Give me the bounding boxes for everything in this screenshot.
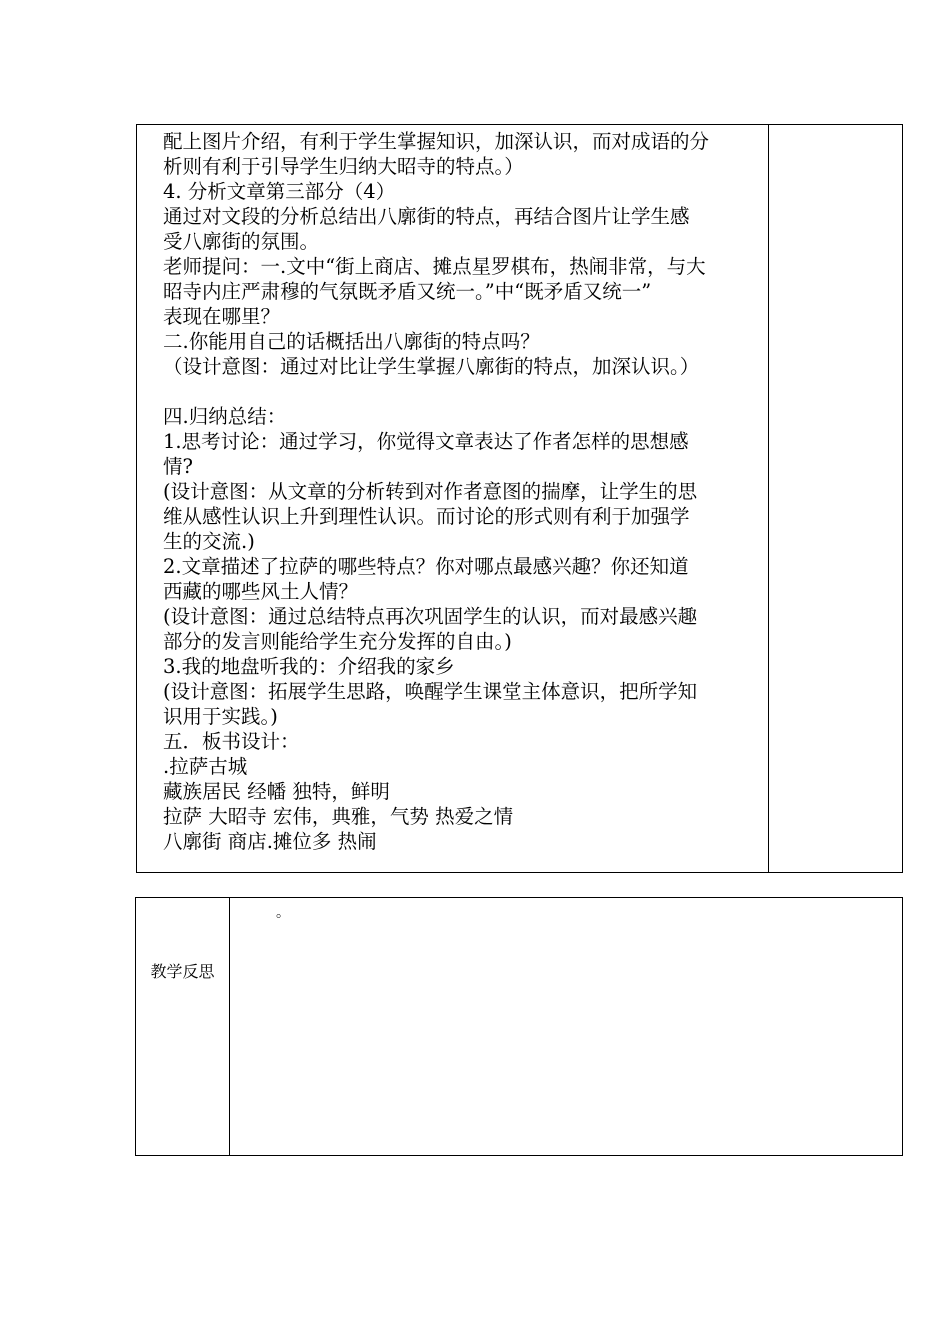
teaching-reflection-label: 教学反思 <box>150 962 215 981</box>
column-divider <box>229 898 230 1155</box>
text-line: 西藏的哪些风土人情？ <box>163 580 359 603</box>
text-line: （设计意图：通过对比让学生掌握八廓街的特点，加深认识。） <box>163 355 700 378</box>
text-line: 析则有利于引导学生归纳大昭寺的特点。） <box>163 155 524 178</box>
text-line: 五．板书设计： <box>163 730 300 753</box>
text-line: 通过对文段的分析总结出八廓街的特点，再结合图片让学生感 <box>163 205 690 228</box>
text-line: 3.我的地盘听我的：介绍我的家乡 <box>163 655 455 678</box>
text-line: 受八廓街的氛围。 <box>163 230 320 253</box>
text-line: 4. 分析文章第三部分（4） <box>163 180 396 203</box>
text-line: (设计意图：拓展学生思路，唤醒学生课堂主体意识，把所学知 <box>163 680 698 703</box>
text-line: 八廓街 商店.摊位多 热闹 <box>163 830 377 853</box>
text-line: (设计意图：通过总结特点再次巩固学生的认识，而对最感兴趣 <box>163 605 698 628</box>
teaching-reflection-content: 。 <box>276 905 290 921</box>
text-line: 藏族居民 经幡 独特，鲜明 <box>163 780 390 803</box>
text-line: 1.思考讨论：通过学习，你觉得文章表达了作者怎样的思想感 <box>163 430 689 453</box>
text-line: 维从感性认识上升到理性认识。而讨论的形式则有利于加强学 <box>163 505 690 528</box>
text-line: 老师提问：一.文中“街上商店、摊点星罗棋布，热闹非常，与大 <box>163 255 706 278</box>
teaching-reflection-table <box>135 897 903 1156</box>
text-line: 二.你能用自己的话概括出八廓街的特点吗？ <box>163 330 540 353</box>
text-line: 昭寺内庄严肃穆的气氛既矛盾又统一。”中“既矛盾又统一” <box>163 280 652 303</box>
text-line: (设计意图：从文章的分析转到对作者意图的揣摩，让学生的思 <box>163 480 698 503</box>
text-line: 2.文章描述了拉萨的哪些特点？你对哪点最感兴趣？你还知道 <box>163 555 689 578</box>
column-divider <box>768 125 769 872</box>
text-line: 表现在哪里？ <box>163 305 281 328</box>
text-line: 生的交流.) <box>163 530 255 553</box>
text-line <box>163 379 763 404</box>
text-line: 四.归纳总结： <box>163 405 287 428</box>
text-line: 情? <box>163 455 193 478</box>
lesson-content-cell <box>163 129 763 854</box>
text-line: 配上图片介绍，有利于学生掌握知识，加深认识，而对成语的分 <box>163 130 710 153</box>
text-line: .拉萨古城 <box>163 755 248 778</box>
text-line: 部分的发言则能给学生充分发挥的自由。) <box>163 630 512 653</box>
lesson-content-table <box>136 124 903 873</box>
text-line: 拉萨 大昭寺 宏伟，典雅，气势 热爱之情 <box>163 805 514 828</box>
text-line: 识用于实践。) <box>163 705 278 728</box>
